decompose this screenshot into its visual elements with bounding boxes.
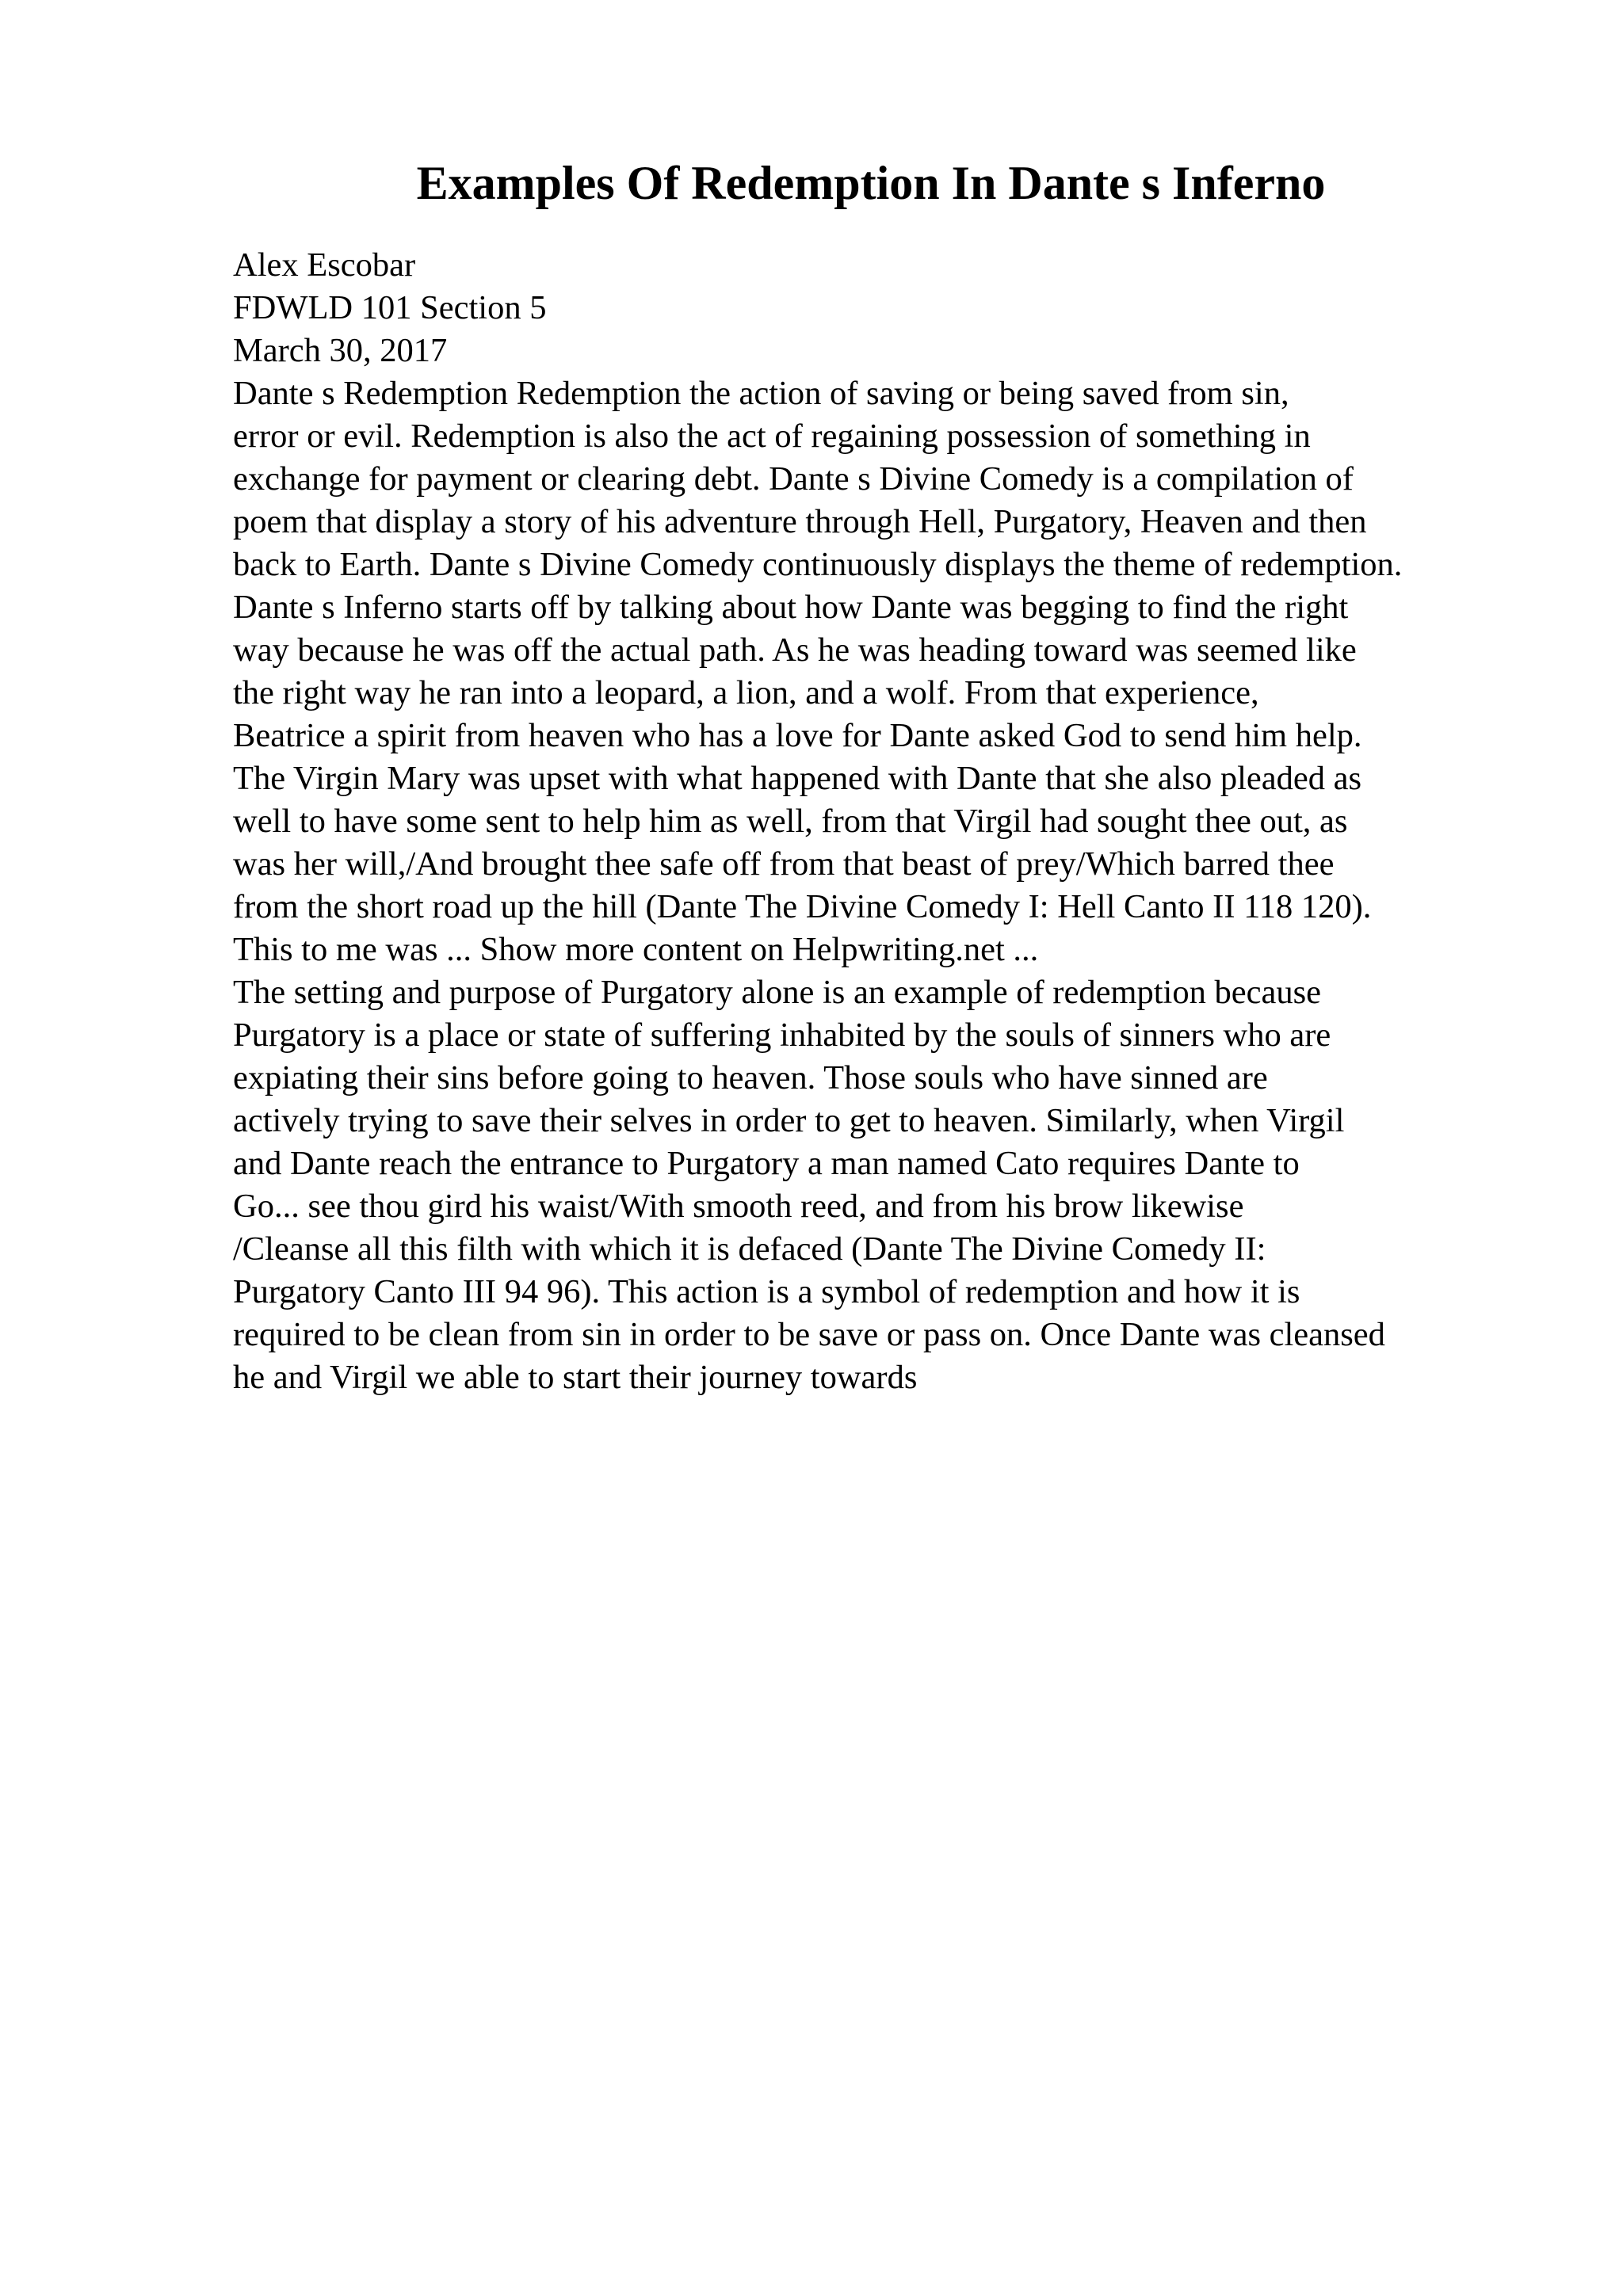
text-line: The setting and purpose of Purgatory alone is an example of redemption because (233, 974, 1321, 1011)
text-line: way because he was off the actual path. As he was heading toward was seemed like (233, 631, 1357, 669)
text-line: Purgatory Canto III 94 96). This action is a symbol of redemption and how it is (233, 1273, 1300, 1310)
text-line: required to be clean from sin in order to be save or pass on. Once Dante was cleansed (233, 1316, 1385, 1353)
text-line: The Virgin Mary was upset with what happened with Dante that she also pleaded as (233, 760, 1361, 797)
text-line: was her will,/And brought thee safe off from that beast of prey/Which barred thee (233, 845, 1335, 883)
paragraph-1 (233, 372, 1596, 971)
paragraph-2 (233, 971, 1596, 1399)
text-line: he and Virgil we able to start their journey towards (233, 1359, 918, 1396)
text-line: well to have some sent to help him as well, from that Virgil had sought thee out, as (233, 803, 1348, 840)
text-line: /Cleanse all this filth with which it is defaced (Dante The Divine Comedy II: (233, 1230, 1266, 1268)
text-line: and Dante reach the entrance to Purgatory a man named Cato requires Dante to (233, 1145, 1300, 1182)
document-title: Examples Of Redemption In Dante s Inferno (416, 157, 1326, 209)
text-line: actively trying to save their selves in order to get to heaven. Similarly, when Virgil (233, 1102, 1345, 1139)
text-line: poem that display a story of his adventure through Hell, Purgatory, Heaven and then (233, 503, 1367, 540)
text-line: Beatrice a spirit from heaven who has a love for Dante asked God to send him help. (233, 717, 1362, 754)
text-line: Go... see thou gird his waist/With smooth reed, and from his brow likewise (233, 1188, 1244, 1225)
document-body (233, 244, 1596, 1399)
text-line: exchange for payment or clearing debt. Dante s Divine Comedy is a compilation of (233, 460, 1354, 498)
text-line: Dante s Inferno starts off by talking about how Dante was begging to find the right (233, 589, 1349, 626)
text-line: Dante s Redemption Redemption the action of saving or being saved from sin, (233, 375, 1289, 412)
text-line: error or evil. Redemption is also the act of regaining possession of something in (233, 418, 1311, 455)
text-line: Purgatory is a place or state of suffering inhabited by the souls of sinners who are (233, 1016, 1331, 1054)
text-line: the right way he ran into a leopard, a lion, and a wolf. From that experience, (233, 674, 1259, 711)
document-date: March 30, 2017 (233, 332, 448, 369)
course-section: FDWLD 101 Section 5 (233, 289, 547, 326)
text-line: expiating their sins before going to heaven. Those souls who have sinned are (233, 1059, 1268, 1097)
text-line: from the short road up the hill (Dante The Divine Comedy I: Hell Canto II 118 120). (233, 888, 1372, 925)
text-line: This to me was ... Show more content on Helpwriting.net ... (233, 931, 1039, 968)
text-line: back to Earth. Dante s Divine Comedy continuously displays the theme of redemption. (233, 546, 1403, 583)
author-name: Alex Escobar (233, 246, 416, 284)
